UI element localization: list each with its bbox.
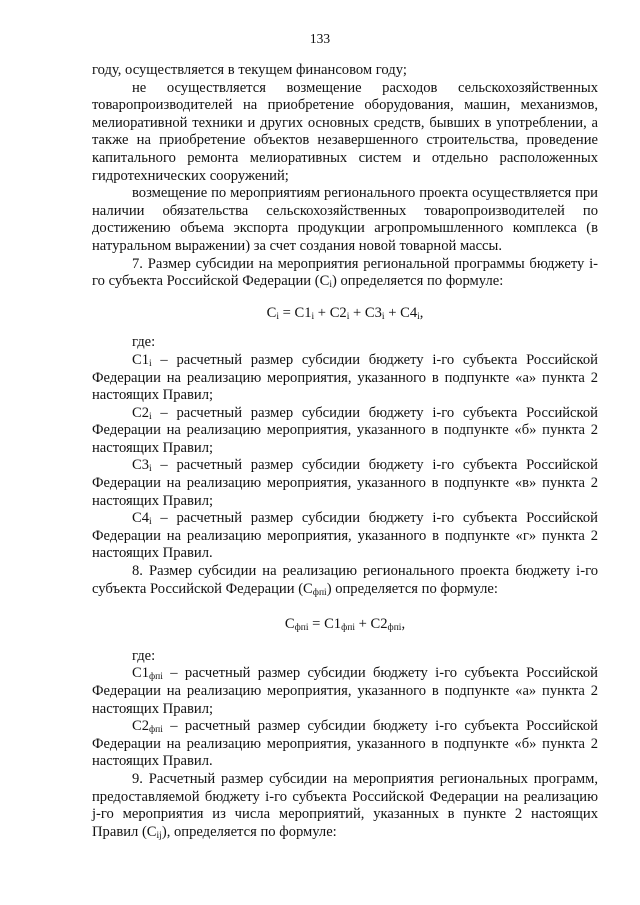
definition-c1: $С1_i$ – расчетный размер субсидии бюджету i-го субъекта Российской Федерации на реализацию мероприятия, указанного в подпункте «а» пункта 2 настоящих Правил; (92, 351, 598, 404)
paragraph-item-8: 8. Размер субсидии на реализацию регионального проекта бюджету i-го субъекта Российской Федерации $(С_{фпi})$ определяется по формуле: (92, 563, 598, 598)
where-label: где: (132, 334, 156, 351)
paragraph-item-7: 7. Размер субсидии на мероприятия региональной программы бюджету i-го субъекта Российской Федерации $(С_i)$ определяется по формуле: (92, 255, 598, 291)
definition-c4: $С4_i$ – расчетный размер субсидии бюджету i-го субъекта Российской Федерации на реализацию мероприятия, указанного в подпункте «г» пункта 2 настоящих Правил. (92, 510, 598, 562)
paragraph-item-9: 9. Расчетный размер субсидии на мероприятия региональных программ, предоставляемой бюджету i-го субъекта Российской Федерации на реализацию j-го мероприятия из числа мероприятий, указанных в пункте 2 настоящих Правил $(С_{ij})$, определяется по формуле: (92, 770, 598, 841)
definition-c3: $С3_i$ – расчетный размер субсидии бюджету i-го субъекта Российской Федерации на реализацию мероприятия, указанного в подпункте «в» пункта 2 настоящих Правил; (92, 457, 598, 509)
definition-c2: $С2_i$ – расчетный размер субсидии бюджету i-го субъекта Российской Федерации на реализацию мероприятия, указанного в подпункте «б» пункта 2 настоящих Правил; (92, 404, 598, 456)
where-label: где: (132, 647, 156, 664)
document-body (92, 62, 598, 841)
formula-ci: $С_i = С1_i + С2_i + С3_i + С4_i$, (266, 304, 424, 322)
paragraph: году, осуществляется в текущем финансовом году; (92, 62, 407, 78)
paragraph: возмещение по мероприятиям регионального проекта осуществляется при наличии обязательства сельскохозяйственных товаропроизводителей по достижению объема экспорта продукции агропромышленного комплекса (в натуральном выражении) за счет создания новой товарной массы. (92, 185, 598, 254)
definition-c2fpi: $С2_{фпi}$ – расчетный размер субсидии бюджету i-го субъекта Российской Федерации на реализацию мероприятия, указанного в подпункте «б» пункта 2 настоящих Правил. (92, 718, 598, 770)
page-number: 133 (309, 31, 331, 46)
formula-cfpi: $С_{фпi} = С1_{фпi} + С2_{фпi}$, (284, 616, 406, 634)
paragraph: не осуществляется возмещение расходов сельскохозяйственных товаропроизводителей на приобретение оборудования, машин, механизмов, мелиоративной техники и других основных средств, бывших в употреблении, а также на приобретение объектов незавершенного строительства, проведение капитального ремонта мелиоративных систем и отдельно расположенных гидротехнических сооружений; (92, 79, 598, 184)
definition-c1fpi: $С1_{фпi}$ – расчетный размер субсидии бюджету i-го субъекта Российской Федерации на реализацию мероприятия, указанного в подпункте «а» пункта 2 настоящих Правил; (92, 665, 598, 717)
